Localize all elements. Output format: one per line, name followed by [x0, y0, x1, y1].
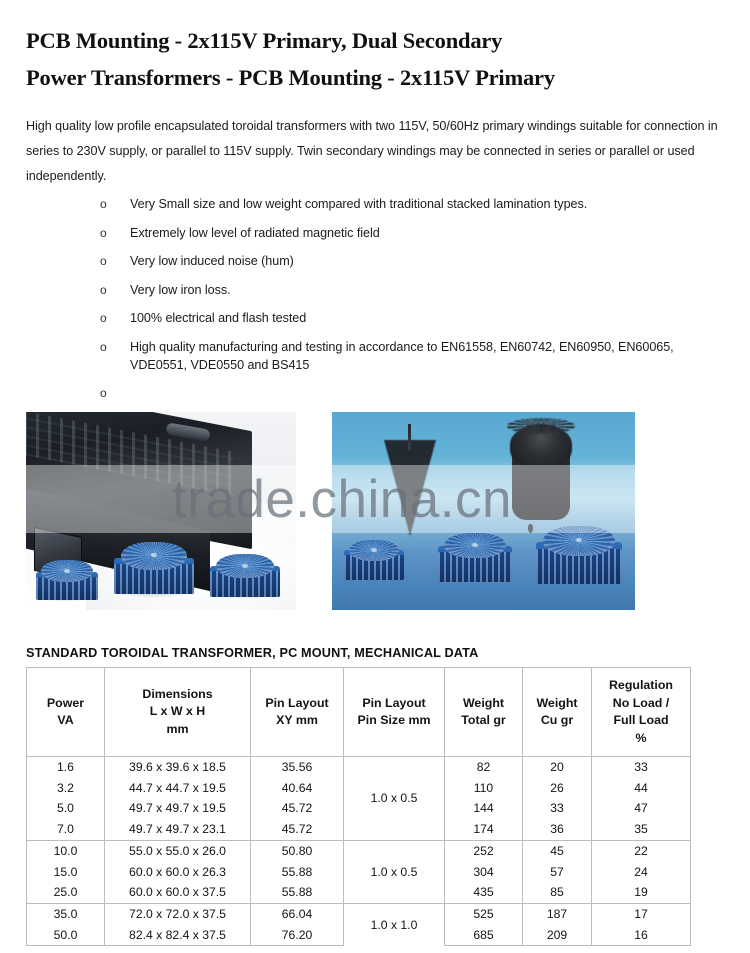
- cell-weight-cu: 187: [523, 903, 592, 924]
- column-header-dimensions: [105, 668, 251, 757]
- column-header-dimensions-line-2: L x W x H: [149, 704, 206, 719]
- column-header-power-line-2: VA: [57, 713, 74, 727]
- column-header-weight-cu-line-1: Weight: [536, 695, 578, 710]
- column-header-regulation-line-3: Full Load: [613, 713, 669, 727]
- cell-regulation: 22: [592, 840, 691, 861]
- cell-regulation: 44: [592, 778, 691, 799]
- column-header-power: [27, 668, 105, 757]
- cell-pin-size: 1.0 x 0.5: [344, 757, 445, 841]
- transformer-unit: [344, 532, 404, 580]
- bullet-circle-icon: o: [100, 254, 107, 268]
- list-item-label: High quality manufacturing and testing in accordance to EN61558, EN60742, EN60950, EN60065, VDE0551, VDE0550 and BS415: [130, 339, 674, 372]
- column-header-pin-layout-xy: [251, 668, 344, 757]
- bullet-circle-icon: o: [100, 311, 107, 325]
- list-item: [26, 338, 724, 374]
- table-group: [27, 757, 691, 841]
- cell-pin-xy: 40.64: [251, 778, 344, 799]
- transformer-unit: [536, 516, 622, 584]
- table-header: [27, 668, 691, 757]
- list-item-label: Extremely low level of radiated magnetic field: [130, 225, 380, 240]
- cell-weight-cu: 45: [523, 840, 592, 861]
- cell-power: 7.0: [27, 819, 105, 840]
- bullet-circle-icon: o: [100, 197, 107, 211]
- cell-weight-cu: 36: [523, 819, 592, 840]
- cell-pin-xy: 55.88: [251, 882, 344, 903]
- cell-dimensions: 82.4 x 82.4 x 37.5: [105, 925, 251, 946]
- transformer-top-coil: [444, 533, 506, 558]
- column-header-power-line-1: Power: [46, 695, 85, 710]
- transformer-unit: [36, 552, 98, 600]
- list-item: [26, 252, 724, 270]
- cell-pin-size: 1.0 x 1.0: [344, 903, 445, 945]
- transformer-hub: [64, 569, 70, 573]
- column-header-weight-cu-line-2: Cu gr: [540, 713, 574, 727]
- table-row: [27, 903, 691, 924]
- list-item-label: Very low iron loss.: [130, 282, 231, 297]
- cell-power: 50.0: [27, 925, 105, 946]
- column-header-pin-size-line-2: Pin Size mm: [357, 713, 431, 727]
- table-row: [27, 840, 691, 861]
- toroidal-core-winding: [510, 424, 572, 470]
- list-item: [26, 224, 724, 242]
- table-title: STANDARD TOROIDAL TRANSFORMER, PC MOUNT, MECHANICAL DATA: [26, 646, 479, 660]
- cell-weight-cu: 57: [523, 862, 592, 883]
- cell-dimensions: 55.0 x 55.0 x 26.0: [105, 840, 251, 861]
- page-title-line-1: PCB Mounting - 2x115V Primary, Dual Secondary: [26, 28, 503, 53]
- list-item: [26, 309, 724, 327]
- column-header-pin-layout-xy-line-2: XY mm: [276, 713, 318, 727]
- list-item: [26, 281, 724, 299]
- transformer-unit: [210, 545, 280, 597]
- table-header-row: [27, 668, 691, 757]
- cell-pin-xy: 35.56: [251, 757, 344, 778]
- bullet-circle-icon: o: [100, 386, 107, 400]
- cell-regulation: 33: [592, 757, 691, 778]
- cell-weight-cu: 209: [523, 925, 592, 946]
- list-item: [26, 195, 724, 213]
- transformer-top-coil: [121, 542, 187, 570]
- cell-pin-xy: 66.04: [251, 903, 344, 924]
- cell-weight-total: 144: [445, 798, 523, 819]
- product-photo-strip: [26, 412, 724, 610]
- cell-regulation: 24: [592, 862, 691, 883]
- product-photo-left: [26, 412, 296, 610]
- transformer-hub: [242, 564, 248, 568]
- cell-dimensions: 60.0 x 60.0 x 37.5: [105, 882, 251, 903]
- cell-pin-xy: 45.72: [251, 819, 344, 840]
- list-item-empty: [26, 384, 724, 402]
- cell-dimensions: 49.7 x 49.7 x 23.1: [105, 819, 251, 840]
- column-header-pin-size-line-1: Pin Layout: [362, 695, 426, 710]
- transformer-unit: [114, 532, 194, 594]
- dark-cone-shape: [384, 440, 436, 536]
- transformer-hub: [576, 538, 582, 542]
- transformer-top-coil: [543, 526, 615, 556]
- cell-regulation: 17: [592, 903, 691, 924]
- table-row: [27, 757, 691, 778]
- photo-left-scene: [26, 412, 296, 610]
- cell-weight-cu: 26: [523, 778, 592, 799]
- cell-weight-total: 525: [445, 903, 523, 924]
- product-photo-right: [332, 412, 635, 610]
- cell-weight-total: 435: [445, 882, 523, 903]
- table-group: [27, 840, 691, 903]
- transformer-top-coil: [41, 560, 93, 582]
- cell-power: 25.0: [27, 882, 105, 903]
- cell-power: 15.0: [27, 862, 105, 883]
- cell-weight-total: 174: [445, 819, 523, 840]
- column-header-pin-layout-xy-line-1: Pin Layout: [265, 695, 329, 710]
- photo-right-scene: [332, 412, 635, 610]
- cell-power: 10.0: [27, 840, 105, 861]
- transformer-top-coil: [349, 540, 399, 561]
- cell-power: 1.6: [27, 757, 105, 778]
- transformer-hub: [371, 548, 377, 552]
- table-group: [27, 903, 691, 945]
- list-item-label: Very low induced noise (hum): [130, 254, 294, 268]
- cell-regulation: 19: [592, 882, 691, 903]
- intro-paragraph: High quality low profile encapsulated toroidal transformers with two 115V, 50/60Hz primary windings suitable for connection in series to 230V supply, or parallel to 115V supply. Twin secondary windings may be connected in series or parallel or used independently.: [26, 119, 718, 183]
- cell-weight-cu: 85: [523, 882, 592, 903]
- cell-weight-cu: 20: [523, 757, 592, 778]
- dark-cone-stem: [408, 424, 411, 450]
- cell-pin-size: 1.0 x 0.5: [344, 840, 445, 903]
- cell-pin-xy: 76.20: [251, 925, 344, 946]
- cell-weight-total: 82: [445, 757, 523, 778]
- core-pin: [528, 524, 533, 533]
- transformer-top-coil: [216, 554, 274, 578]
- cell-power: 35.0: [27, 903, 105, 924]
- column-header-regulation-line-4: %: [635, 730, 647, 745]
- cell-weight-total: 110: [445, 778, 523, 799]
- cell-regulation: 35: [592, 819, 691, 840]
- page-title: [26, 22, 724, 96]
- cell-power: 5.0: [27, 798, 105, 819]
- cell-power: 3.2: [27, 778, 105, 799]
- cell-weight-total: 685: [445, 925, 523, 946]
- cell-dimensions: 44.7 x 44.7 x 19.5: [105, 778, 251, 799]
- column-header-pin-size: [344, 668, 445, 757]
- bullet-circle-icon: o: [100, 282, 107, 297]
- cell-pin-xy: 55.88: [251, 862, 344, 883]
- cell-weight-cu: 33: [523, 798, 592, 819]
- page-title-line-2: Power Transformers - PCB Mounting - 2x115V Primary: [26, 65, 555, 90]
- column-header-regulation-line-1: Regulation: [608, 678, 674, 692]
- column-header-weight-total-line-1: Weight: [462, 695, 505, 710]
- list-item-label: 100% electrical and flash tested: [130, 311, 307, 325]
- column-header-regulation: [592, 668, 691, 757]
- column-header-weight-total: [445, 668, 523, 757]
- bullet-circle-icon: o: [100, 339, 107, 354]
- column-header-regulation-line-2: No Load /: [612, 695, 670, 710]
- cell-weight-total: 304: [445, 862, 523, 883]
- cell-dimensions: 72.0 x 72.0 x 37.5: [105, 903, 251, 924]
- transformer-hub: [472, 543, 478, 547]
- bullet-circle-icon: o: [100, 225, 107, 240]
- cell-weight-total: 252: [445, 840, 523, 861]
- cell-pin-xy: 45.72: [251, 798, 344, 819]
- column-header-dimensions-line-3: mm: [166, 721, 189, 736]
- feature-list: [26, 195, 724, 402]
- transformer-unit: [438, 524, 512, 582]
- column-header-weight-total-line-2: Total gr: [461, 713, 506, 727]
- list-item-label: Very Small size and low weight compared with traditional stacked lamination types.: [130, 197, 588, 211]
- cell-dimensions: 60.0 x 60.0 x 26.3: [105, 862, 251, 883]
- cell-pin-xy: 50.80: [251, 840, 344, 861]
- transformer-hub: [151, 553, 157, 557]
- cell-regulation: 16: [592, 925, 691, 946]
- cell-dimensions: 39.6 x 39.6 x 18.5: [105, 757, 251, 778]
- cell-dimensions: 49.7 x 49.7 x 19.5: [105, 798, 251, 819]
- watermark-text: trade.china.cn: [172, 469, 512, 529]
- column-header-weight-cu: [523, 668, 592, 757]
- mechanical-data-table: [26, 667, 691, 946]
- cell-regulation: 47: [592, 798, 691, 819]
- column-header-dimensions-line-1: Dimensions: [142, 686, 213, 701]
